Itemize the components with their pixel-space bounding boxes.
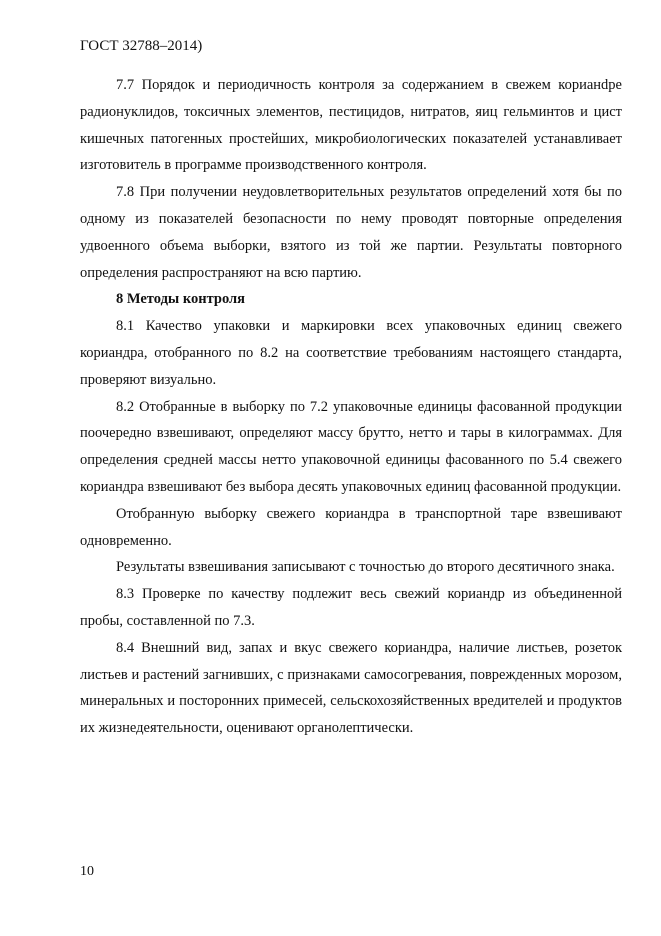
section-title: 8 Методы контроля <box>116 291 246 308</box>
page-number: 10 <box>80 864 94 879</box>
paragraph-sample-weighing: Отобранную выборку свежего кориандра в транспортной таре взвешивают одновременно. <box>80 505 622 549</box>
paragraph-7-7: 7.7 Порядок и периодичность контроля за содержанием в свежем корианdре радионуклидов, токсичных элементов, пестицидов, нитратов, яиц гельминтов и цист кишечных патогенных простейших, микробиологических показателей устанавливает изготовитель в программе производственного контроля. <box>80 77 622 174</box>
paragraph-8-3: 8.3 Проверке по качеству подлежит весь свежий кориандр из объединенной пробы, составленной по 7.3. <box>80 586 622 629</box>
document-header <box>80 38 202 55</box>
paragraph-weighing-results: Результаты взвешивания записывают с точностью до второго десятичного знака. <box>116 559 615 576</box>
standard-code: ГОСТ 32788–2014) <box>80 38 203 54</box>
paragraph-8-1: 8.1 Качество упаковки и маркировки всех упаковочных единиц свежего кориандра, отобранного по 8.2 на соответствие требованиям настоящего стандарта, проверяют визуально. <box>80 318 622 388</box>
paragraph-8-2: 8.2 Отобранные в выборку по 7.2 упаковочные единицы фасованной продукции поочередно взвешивают, определяют массу брутто, нетто и тары в килограммах. Для определения средней массы нетто упаковочной единицы фасованного по 5.4 свежего кориандра взвешивают без выбора десять упаковочных единиц фасованной продукции. <box>80 398 622 495</box>
paragraph-8-4: 8.4 Внешний вид, запах и вкус свежего кориандра, наличие листьев, розеток листьев и растений загнивших, с признаками самосогревания, поврежденных морозом, минеральных и посторонних примесей, сельскохозяйственных вредителей и продуктов их жизнедеятельности, оценивают органолептически. <box>80 639 622 737</box>
paragraph-7-8: 7.8 При получении неудовлетворительных результатов определений хотя бы по одному из показателей безопасности по нему проводят повторные определения удвоенного объема выборки, взятого из той же партии. Результаты повторного определения распространяют на всю партию. <box>80 184 622 281</box>
document-body <box>80 72 622 742</box>
